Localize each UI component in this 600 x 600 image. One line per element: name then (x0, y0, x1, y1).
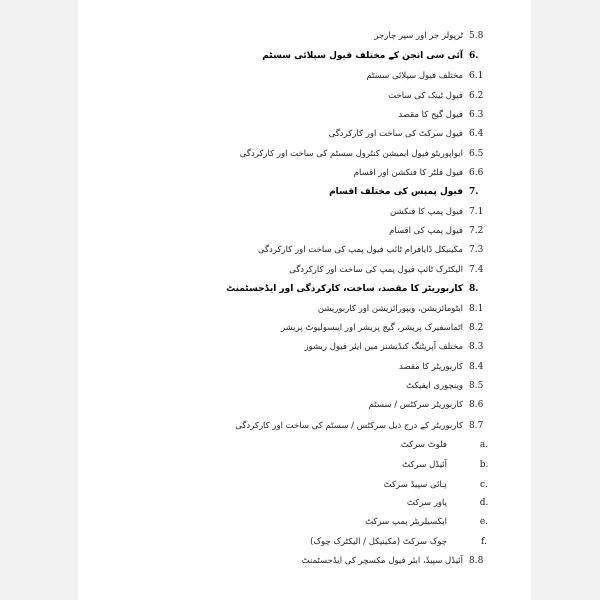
toc-entry-number: 6.1 (469, 71, 484, 81)
toc-entry-7-2 (389, 226, 499, 236)
toc-entry-text: فیول پمپ کی اقسام (389, 226, 463, 236)
toc-entry-text: ایواپوریٹو فیول ایمیشن کنٹرول سسٹم کی ساخت اور کارکردگی (239, 149, 463, 159)
toc-subentry-d (407, 498, 499, 508)
toc-entry-text: اٹماسفیرک پریشر، گیج پریشر اور ایبسولیوٹ پریشر (280, 323, 463, 333)
toc-subentry-text: ہائی سپیڈ سرکٹ (383, 480, 447, 490)
toc-entry-number: 6.6 (469, 168, 484, 178)
toc-entry-text: کاربوریٹر کا مقصد (399, 362, 463, 372)
toc-subentry-text: ایکسیلریٹر پمپ سرکٹ (365, 517, 447, 527)
toc-entry-text: فیول سرکٹ کی ساخت اور کارکردگی (328, 129, 463, 139)
toc-entry-7-1 (390, 207, 499, 217)
toc-entry-number: 8.7 (469, 420, 484, 431)
toc-entry-number: 6.5 (469, 149, 484, 159)
toc-entry-number: 8.2 (469, 323, 484, 333)
toc-subentry-e (365, 517, 499, 527)
toc-subentry-letter: a. (479, 440, 489, 450)
toc-heading-8 (226, 284, 499, 294)
toc-entry-number: 6.2 (469, 91, 484, 101)
toc-entry-number: 7.1 (469, 207, 484, 217)
toc-entry-number: 8.8 (469, 556, 484, 566)
toc-entry-number: 8.6 (469, 400, 484, 410)
toc-heading-number: 8. (469, 284, 479, 294)
toc-entry-text: ایٹومائزیشن، ویپورائزیشن اور کاربوریشن (317, 304, 463, 314)
toc-heading-number: 6. (469, 51, 479, 61)
toc-heading-7 (329, 187, 499, 197)
toc-subentry-b (402, 460, 499, 470)
toc-entry-8-8 (302, 556, 499, 566)
toc-subentry-letter: e. (479, 517, 489, 527)
toc-subentry-letter: c. (480, 479, 488, 490)
toc-entry-6-2 (388, 91, 499, 101)
document-page (78, 0, 531, 600)
toc-entry-text: فیول فلٹر کا فنکشن اور اقسام (353, 168, 463, 178)
toc-entry-number: 5.8 (469, 31, 484, 41)
toc-entry-5-8 (374, 31, 499, 41)
toc-subentry-text: پاور سرکٹ (406, 498, 447, 508)
toc-entry-text: مکینیکل ڈایافرام ٹائپ فیول پمپ کی ساخت اور کارکردگی (257, 245, 463, 255)
toc-entry-text: آئیڈل سپیڈ، ایئر فیول مکسچر کی ایڈجسٹمنٹ (301, 556, 463, 566)
toc-entry-8-1 (318, 304, 499, 314)
toc-subentry-text: فلوٹ سرکٹ (400, 440, 447, 450)
toc-entry-number: 7.4 (469, 265, 484, 275)
toc-entry-text: کاربوریٹر سرکٹس / سسٹم (368, 400, 463, 410)
toc-entry-text: کاربوریٹر کے درج ذیل سرکٹس / سسٹم کی ساخت اور کارکردگی (235, 421, 463, 431)
toc-entry-7-4 (289, 265, 499, 275)
toc-subentry-text: چوک سرکٹ (مکینیکل / الیکٹرک چوک) (310, 537, 447, 547)
toc-entry-8-6 (369, 400, 499, 410)
toc-entry-text: فیول پمپ کا فنکشن (390, 207, 463, 217)
toc-entry-6-4 (329, 129, 499, 139)
toc-entry-8-3 (304, 342, 499, 352)
toc-entry-8-7 (235, 420, 499, 431)
toc-entry-text: مختلف آپریٹنگ کنڈیشنز میں ایئر فیول ریشوز (304, 342, 463, 352)
toc-entry-text: ٹرپولر جر اور سپر چارجر (374, 31, 463, 41)
toc-subentry-text: آئیڈل سرکٹ (402, 460, 447, 470)
toc-entry-number: 6.3 (469, 110, 484, 120)
toc-entry-8-5 (406, 381, 499, 391)
toc-entry-6-6 (354, 168, 499, 178)
toc-entry-8-4 (399, 362, 499, 372)
toc-entry-text: مختلف فیول سپلائی سسٹم (366, 71, 463, 81)
toc-heading-number: 7. (469, 187, 479, 197)
toc-entry-text: فیول ٹینک کی ساخت (388, 91, 463, 101)
toc-entry-6-3 (398, 110, 499, 120)
toc-subentry-c (384, 479, 499, 490)
toc-subentry-a (401, 440, 499, 450)
toc-entry-6-1 (366, 71, 499, 81)
toc-entry-number: 6.4 (469, 129, 484, 139)
toc-entry-7-3 (258, 245, 499, 255)
toc-heading-text: فیول پمپس کی مختلف اقسام (329, 187, 463, 197)
toc-entry-text: فیول گیج کا مقصد (398, 110, 463, 120)
toc-entry-number: 7.3 (469, 245, 484, 255)
toc-entry-6-5 (240, 149, 499, 159)
toc-heading-6 (262, 51, 499, 61)
toc-subentry-f (310, 537, 499, 547)
toc-subentry-letter: d. (479, 498, 489, 508)
toc-entry-number: 8.5 (469, 381, 484, 391)
toc-heading-text: کاربوریٹر کا مقصد، ساخت، کارکردگی اور ایڈجسٹمنٹ (226, 284, 463, 294)
toc-heading-text: آئی سی انجن کے مختلف فیول سپلائی سسٹم (262, 51, 463, 61)
toc-subentry-letter: f. (481, 537, 487, 547)
toc-entry-text: وینچوری ایفیکٹ (405, 381, 463, 391)
toc-entry-number: 8.3 (469, 342, 484, 352)
toc-entry-number: 7.2 (469, 226, 484, 236)
toc-entry-number: 8.4 (469, 362, 484, 372)
toc-entry-number: 8.1 (469, 304, 484, 314)
toc-entry-8-2 (281, 323, 499, 333)
toc-entry-text: الیکٹرک ٹائپ فیول پمپ کی ساخت اور کارکردگی (289, 265, 463, 275)
toc-subentry-letter: b. (479, 460, 489, 470)
